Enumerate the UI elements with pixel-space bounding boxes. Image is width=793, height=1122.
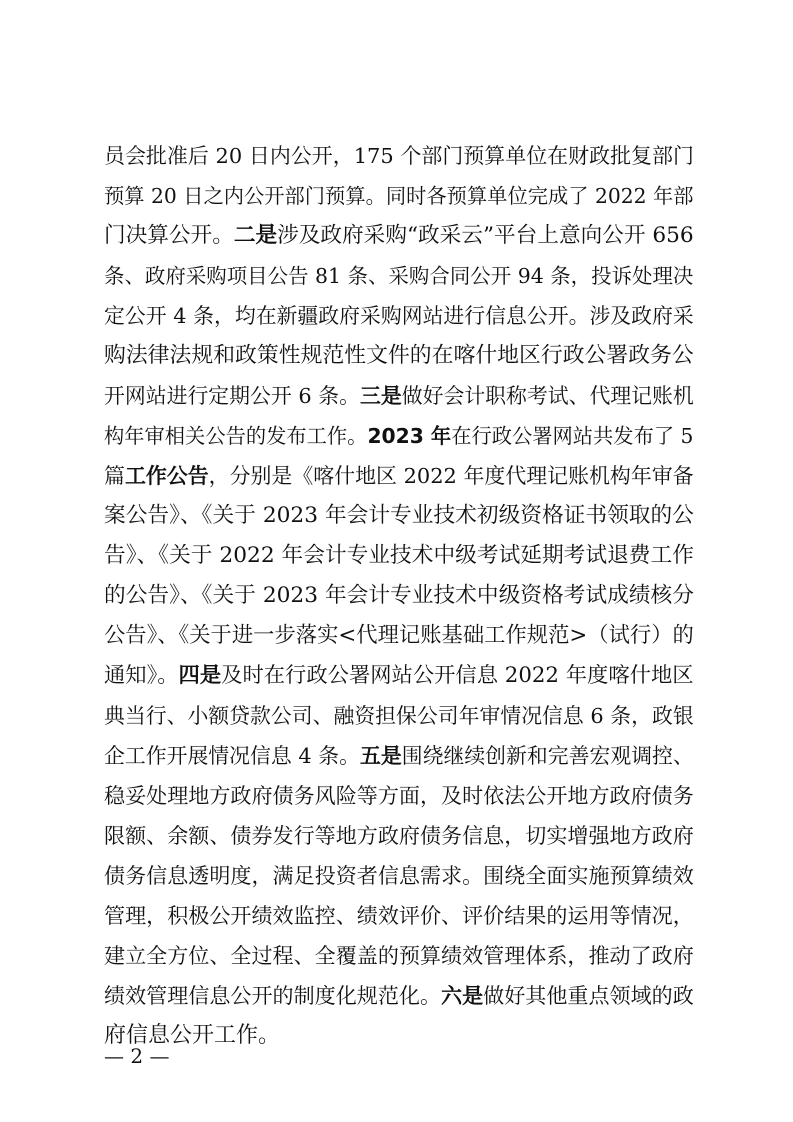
text-line [104, 456, 694, 496]
body-text-segment: 定公开 4 条，均在新疆政府采购网站进行信息公开。涉及政府采 [104, 304, 694, 328]
body-text-segment: 围绕继续创新和完善宏观调控、 [401, 744, 694, 768]
body-text-segment: 建立全方位、全过程、全覆盖的预算绩效管理体系，推动了政府 [104, 943, 694, 968]
body-text-segment: 涉及政府采购“政采云”平台上意向公开 656 [277, 223, 694, 248]
body-text-segment: 门决算公开。 [104, 223, 234, 248]
text-line [104, 296, 694, 336]
body-text-segment: 限额、余额、债券发行等地方政府债务信息，切实增强地方政府 [104, 823, 694, 848]
text-line [104, 536, 694, 576]
body-text-segment: 绩效管理信息公开的制度化规范化。 [104, 983, 442, 1008]
body-paragraph [104, 136, 694, 1056]
body-text-segment: ，分别是《喀什地区 2022 年度代理记账机构年审备 [208, 464, 694, 488]
bold-heading-text: 三是 [360, 384, 402, 408]
body-text-segment: 稳妥处理地方政府债务风险等方面，及时依法公开地方政府债务 [104, 783, 694, 808]
body-text-segment: 构年审相关公告的发布工作。 [104, 424, 368, 448]
body-text-segment: 做好其他重点领域的政 [483, 983, 694, 1008]
body-text-segment: 员会批准后 20 日内公开，175 个部门预算单位在财政批复部门 [104, 144, 694, 168]
body-text-segment: 案公告》、《关于 2023 年会计专业技术初级资格证书领取的公 [104, 503, 694, 528]
text-line [104, 416, 694, 456]
text-line [104, 656, 694, 696]
bold-heading-text: 2023 年 [367, 424, 452, 448]
text-line [104, 976, 694, 1016]
text-line [104, 896, 694, 936]
text-line [104, 936, 694, 976]
body-text-segment: 预算 20 日之内公开部门预算。同时各预算单位完成了 2022 年部 [104, 184, 694, 208]
bold-heading-text: 五是 [360, 744, 402, 768]
bold-heading-text: 六是 [441, 983, 484, 1008]
bold-heading-text: 二是 [233, 223, 278, 248]
text-line [104, 176, 694, 216]
body-text-segment: 开网站进行定期公开 6 条。 [104, 384, 360, 408]
text-line [104, 616, 694, 656]
text-line [104, 216, 694, 256]
text-line [104, 496, 694, 536]
body-text-segment: 企工作开展情况信息 4 条。 [104, 744, 360, 768]
body-text-segment: 债务信息透明度，满足投资者信息需求。围绕全面实施预算绩效 [104, 863, 694, 888]
text-line [104, 696, 694, 736]
body-text-segment: 告》、《关于 2022 年会计专业技术中级考试延期考试退费工作 [104, 543, 694, 568]
text-line [104, 816, 694, 856]
text-line [104, 776, 694, 816]
body-text-segment: 公告》、《关于进一步落实<代理记账基础工作规范>（试行）的 [104, 623, 694, 648]
bold-heading-text: 四是 [178, 663, 222, 688]
body-text-segment: 在行政公署网站共发布了 5 [451, 424, 694, 448]
text-line [104, 376, 694, 416]
body-text-segment: 的公告》、《关于 2023 年会计专业技术中级资格考试成绩核分 [104, 583, 694, 608]
page-number: — 2 — [104, 1044, 170, 1068]
body-text-segment: 做好会计职称考试、代理记账机 [401, 384, 694, 408]
text-line [104, 256, 694, 296]
body-text-segment: 典当行、小额贷款公司、融资担保公司年审情况信息 6 条，政银 [104, 704, 694, 728]
text-line [104, 136, 694, 176]
body-text-segment: 及时在行政公署网站公开信息 2022 年度喀什地区 [221, 663, 694, 688]
body-text-segment: 购法律法规和政策性规范性文件的在喀什地区行政公署政务公 [104, 343, 694, 368]
text-line [104, 576, 694, 616]
body-text-segment: 通知》。 [104, 663, 179, 688]
text-line [104, 736, 694, 776]
body-text-segment: 篇 [104, 464, 125, 488]
text-line [104, 856, 694, 896]
body-text-segment: 府信息公开工作。 [104, 1023, 281, 1048]
bold-heading-text: 工作公告 [124, 464, 209, 488]
body-text-segment: 管理，积极公开绩效监控、绩效评价、评价结果的运用等情况， [104, 903, 694, 928]
body-text-segment: 条、政府采购项目公告 81 条、采购合同公开 94 条，投诉处理决 [104, 264, 694, 288]
text-line [104, 1016, 694, 1056]
text-line [104, 336, 694, 376]
